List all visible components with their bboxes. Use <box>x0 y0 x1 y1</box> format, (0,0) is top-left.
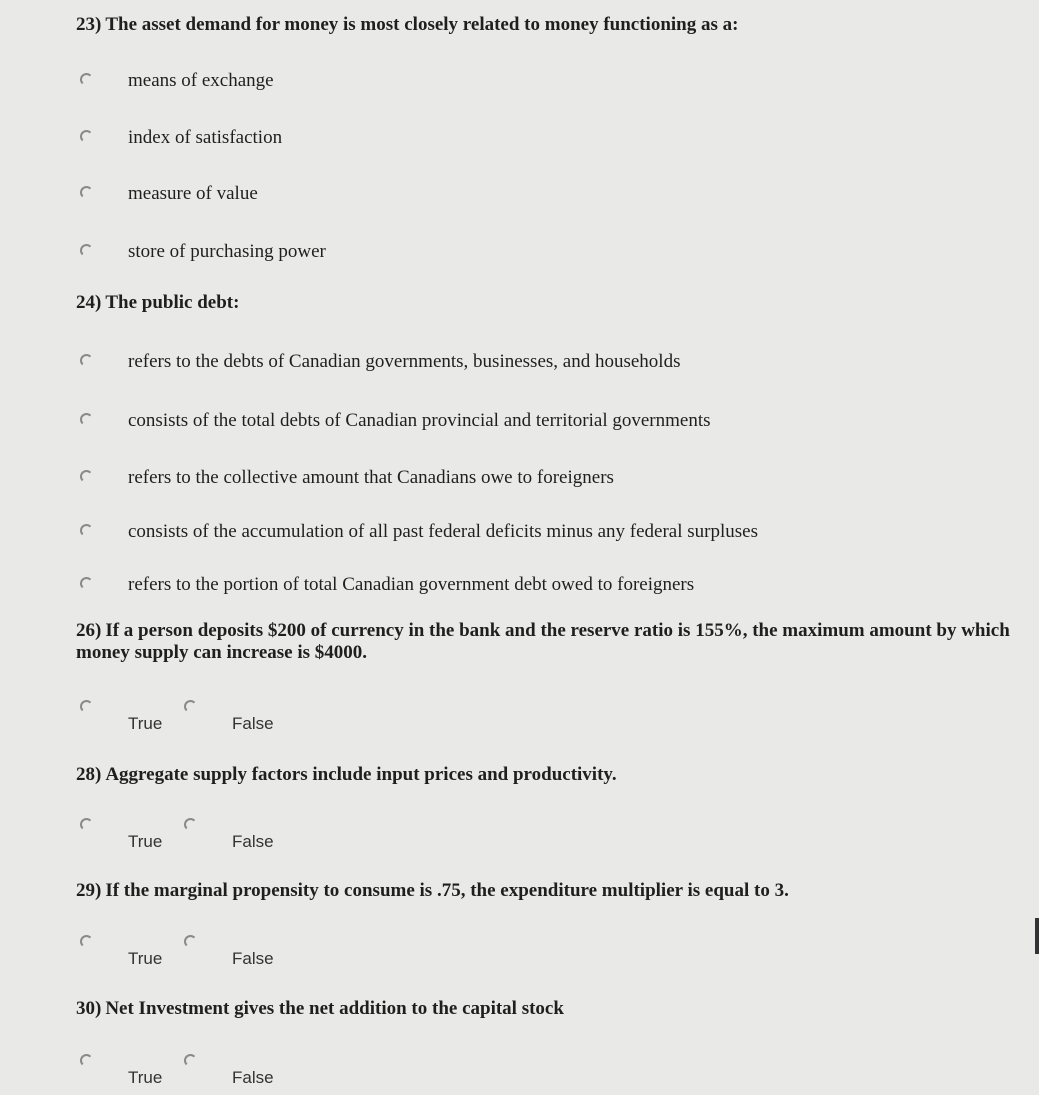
radio-false[interactable] <box>184 935 197 948</box>
radio-false[interactable] <box>184 700 197 713</box>
radio-button[interactable] <box>80 186 93 199</box>
radio-button[interactable] <box>80 470 93 483</box>
question-text: Net Investment gives the net addition to the capital stock <box>105 998 564 1019</box>
true-false-29 <box>80 935 340 969</box>
question-text: If a person deposits $200 of currency in the bank and the reserve ratio is 155%, the maximum amount by which money supply can increase is $4000. <box>76 620 1010 663</box>
option-label: refers to the portion of total Canadian government debt owed to foreigners <box>128 574 695 595</box>
false-label: False <box>232 1068 274 1087</box>
true-label: True <box>128 714 163 733</box>
true-false-26 <box>80 700 340 734</box>
option-label: means of exchange <box>128 70 274 91</box>
question-text: The public debt: <box>105 292 240 313</box>
true-label: True <box>128 832 163 851</box>
question-text: The asset demand for money is most closely related to money functioning as a: <box>105 14 739 35</box>
radio-true[interactable] <box>80 935 93 948</box>
radio-true[interactable] <box>80 818 93 831</box>
option-label: refers to the collective amount that Canadians owe to foreigners <box>128 467 614 488</box>
question-24 <box>76 292 1021 314</box>
false-label: False <box>232 949 274 968</box>
radio-button[interactable] <box>80 73 93 86</box>
scrollbar-edge[interactable] <box>1035 918 1039 954</box>
radio-true[interactable] <box>80 1054 93 1067</box>
question-text: Aggregate supply factors include input prices and productivity. <box>105 764 617 785</box>
question-28 <box>76 764 1021 786</box>
question-23 <box>76 14 1021 36</box>
true-label: True <box>128 949 163 968</box>
question-29 <box>76 880 1021 902</box>
question-number: 26) <box>76 620 102 641</box>
true-label: True <box>128 1068 163 1087</box>
option-label: consists of the accumulation of all past federal deficits minus any federal surpluses <box>128 521 758 542</box>
radio-button[interactable] <box>80 354 93 367</box>
radio-button[interactable] <box>80 413 93 426</box>
option-label: measure of value <box>128 183 258 204</box>
question-number: 29) <box>76 880 102 901</box>
radio-false[interactable] <box>184 818 197 831</box>
question-number: 28) <box>76 764 102 785</box>
radio-button[interactable] <box>80 130 93 143</box>
option-label: refers to the debts of Canadian governments, businesses, and households <box>128 351 681 372</box>
question-26 <box>76 620 1021 664</box>
question-text: If the marginal propensity to consume is .75, the expenditure multiplier is equal to 3. <box>105 880 789 901</box>
question-number: 23) <box>76 14 102 35</box>
radio-button[interactable] <box>80 577 93 590</box>
question-number: 24) <box>76 292 102 313</box>
question-number: 30) <box>76 998 102 1019</box>
radio-button[interactable] <box>80 524 93 537</box>
radio-false[interactable] <box>184 1054 197 1067</box>
true-false-30 <box>80 1054 340 1088</box>
option-label: consists of the total debts of Canadian provincial and territorial governments <box>128 410 711 431</box>
option-label: store of purchasing power <box>128 241 326 262</box>
radio-button[interactable] <box>80 244 93 257</box>
true-false-28 <box>80 818 340 852</box>
question-30 <box>76 998 1021 1020</box>
option-label: index of satisfaction <box>128 127 283 148</box>
radio-true[interactable] <box>80 700 93 713</box>
false-label: False <box>232 714 274 733</box>
false-label: False <box>232 832 274 851</box>
